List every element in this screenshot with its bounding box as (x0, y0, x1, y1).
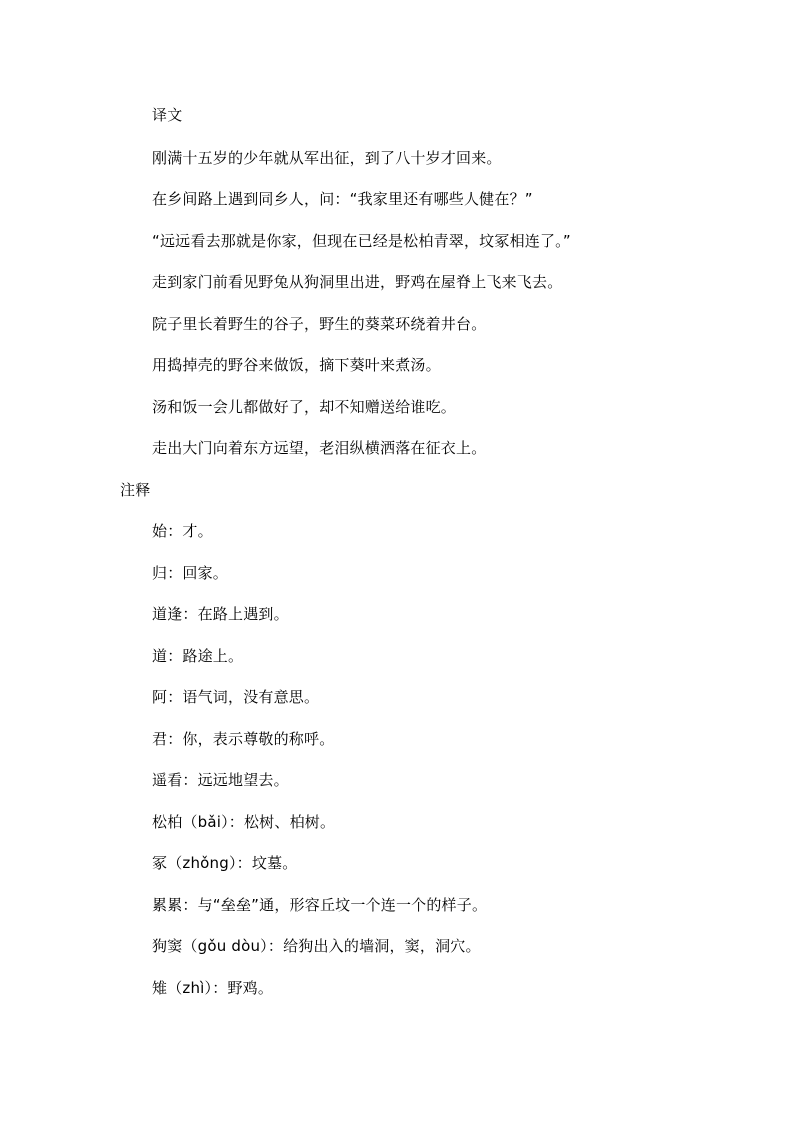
translation-line: 汤和饭一会儿都做好了，却不知赠送给谁吃。 (152, 398, 457, 416)
note-item: 君：你，表示尊敬的称呼。 (152, 730, 335, 748)
translation-line: 在乡间路上遇到同乡人，问：“我家里还有哪些人健在？” (152, 190, 533, 208)
note-item: 归：回家。 (152, 564, 229, 582)
translation-line: 走出大门向着东方远望，老泪纵横洒落在征衣上。 (152, 439, 487, 457)
note-item: 狗窦（gǒu dòu）：给狗出入的墙洞，窦，洞穴。 (152, 937, 481, 955)
translation-line: 院子里长着野生的谷子，野生的葵菜环绕着井台。 (152, 315, 487, 333)
translation-line: “远远看去那就是你家，但现在已经是松柏青翠，坟冢相连了。” (152, 232, 571, 250)
note-item: 雉（zhì）：野鸡。 (152, 979, 274, 997)
translation-line: 走到家门前看见野兔从狗洞里出进，野鸡在屋脊上飞来飞去。 (152, 273, 563, 291)
note-item: 冢（zhǒng）：坟墓。 (152, 854, 298, 872)
notes-heading: 注释 (120, 481, 151, 499)
note-item: 道逢：在路上遇到。 (152, 605, 289, 623)
translation-line: 用捣掉壳的野谷来做饭，摘下葵叶来煮汤。 (152, 356, 441, 374)
note-item: 阿：语气词，没有意思。 (152, 688, 320, 706)
translation-line: 刚满十五岁的少年就从军出征，到了八十岁才回来。 (152, 149, 502, 167)
note-item: 遥看：远远地望去。 (152, 771, 289, 789)
note-item: 始：才。 (152, 522, 213, 540)
note-item: 累累：与“垒垒”通，形容丘坟一个连一个的样子。 (152, 896, 488, 914)
note-item: 道：路途上。 (152, 647, 244, 665)
translation-heading: 译文 (152, 106, 183, 124)
note-item: 松柏（bǎi）：松树、柏树。 (152, 813, 336, 831)
